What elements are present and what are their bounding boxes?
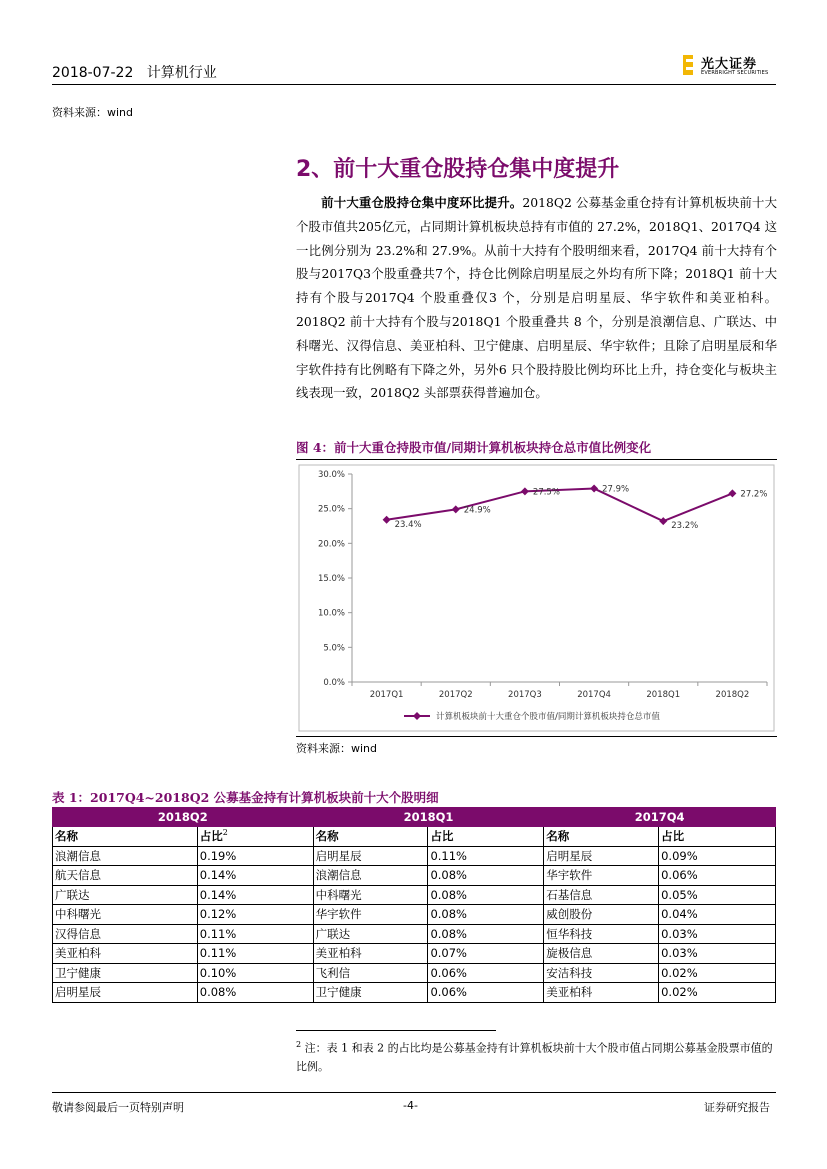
stock-ratio-cell: 0.03% [659, 924, 776, 944]
stock-name-cell: 美亚柏科 [53, 944, 198, 964]
stock-name-cell: 广联达 [53, 885, 198, 905]
x-tick-label: 2018Q1 [646, 690, 681, 700]
x-tick-label: 2018Q2 [715, 690, 750, 700]
stock-name-cell: 石基信息 [544, 885, 659, 905]
y-tick-label: 15.0% [317, 574, 345, 584]
header-industry: 计算机行业 [146, 65, 217, 81]
header-date: 2018-07-22 [52, 65, 134, 81]
logo-text-en: EVERBRIGHT SECURITIES [701, 70, 769, 76]
x-tick-label: 2017Q4 [577, 690, 611, 700]
group-2018q2: 2018Q2 [53, 808, 314, 827]
y-tick-label: 25.0% [317, 504, 345, 515]
data-point [383, 516, 391, 524]
paragraph-lead: 前十大重仓股持仓集中度环比提升。 [321, 195, 523, 210]
stock-name-cell: 广联达 [313, 924, 428, 944]
table-row [53, 924, 776, 944]
stock-ratio-cell: 0.05% [659, 885, 776, 905]
table-row [53, 885, 776, 905]
table-title: 表 1：2017Q4~2018Q2 公募基金持有计算机板块前十大个股明细 [52, 790, 439, 805]
table-row [53, 983, 776, 1003]
section-paragraph [296, 191, 777, 405]
stock-name-cell: 航天信息 [53, 866, 198, 886]
figure-top-divider [296, 459, 777, 460]
group-2018q1: 2018Q1 [313, 808, 544, 827]
stock-ratio-cell: 0.06% [428, 963, 544, 983]
x-tick-label: 2017Q2 [438, 690, 473, 700]
stock-name-cell: 卫宁健康 [53, 963, 198, 983]
group-2017q4: 2017Q4 [544, 808, 776, 827]
stock-name-cell: 飞利信 [313, 963, 428, 983]
y-tick-label: 30.0% [317, 470, 345, 480]
header-divider [52, 84, 776, 85]
data-label: 27.9% [602, 484, 630, 495]
data-point [590, 485, 598, 493]
footer-divider [52, 1092, 776, 1093]
stock-name-cell: 启明星辰 [53, 983, 198, 1003]
footnote-ref: 2 [222, 828, 228, 838]
stock-name-cell: 华宇软件 [544, 866, 659, 886]
legend-label: 计算机板块前十大重仓个股市值/同期计算机板块持仓总市值 [436, 712, 660, 722]
legend-marker [413, 712, 421, 720]
y-tick-label: 10.0% [317, 608, 345, 619]
holdings-table [52, 807, 776, 1003]
data-label: 27.5% [532, 487, 560, 498]
stock-ratio-cell: 0.04% [659, 905, 776, 925]
x-tick-label: 2017Q3 [508, 690, 542, 700]
stock-ratio-cell: 0.12% [197, 905, 313, 925]
stock-ratio-cell: 0.08% [428, 866, 544, 886]
stock-ratio-cell: 0.11% [197, 944, 313, 964]
page-number: -4- [403, 1099, 418, 1112]
stock-name-cell: 启明星辰 [313, 846, 428, 866]
data-label: 24.9% [463, 505, 491, 516]
table-sub-header [53, 827, 776, 847]
data-label: 27.2% [740, 489, 768, 500]
stock-ratio-cell: 0.14% [197, 885, 313, 905]
table-row [53, 846, 776, 866]
footnote-text: 注：表 1 和表 2 的占比均是公募基金持有计算机板块前十大个股市值占同期公募基金股票市值的比例。 [296, 1041, 773, 1073]
table-group-header [53, 808, 776, 827]
x-tick-label: 2017Q1 [369, 690, 404, 700]
stock-ratio-cell: 0.11% [197, 924, 313, 944]
col-name: 名称 [313, 827, 428, 847]
data-label: 23.4% [394, 519, 422, 530]
footnote-mark: 2 [296, 1040, 302, 1049]
stock-name-cell: 汉得信息 [53, 924, 198, 944]
stock-name-cell: 安洁科技 [544, 963, 659, 983]
stock-ratio-cell: 0.19% [197, 846, 313, 866]
y-tick-label: 0.0% [323, 678, 345, 688]
stock-name-cell: 卫宁健康 [313, 983, 428, 1003]
stock-name-cell: 美亚柏科 [313, 944, 428, 964]
footer-disclaimer: 敬请参阅最后一页特别声明 [52, 1101, 184, 1114]
table-row [53, 905, 776, 925]
stock-ratio-cell: 0.06% [659, 866, 776, 886]
stock-name-cell: 恒华科技 [544, 924, 659, 944]
stock-ratio-cell: 0.08% [197, 983, 313, 1003]
table-row [53, 866, 776, 886]
stock-ratio-cell: 0.06% [428, 983, 544, 1003]
y-tick-label: 20.0% [317, 539, 345, 550]
stock-name-cell: 中科曙光 [313, 885, 428, 905]
stock-ratio-cell: 0.11% [428, 846, 544, 866]
footer-report-type: 证券研究报告 [704, 1101, 770, 1114]
footnote [296, 1036, 777, 1076]
stock-name-cell: 浪潮信息 [53, 846, 198, 866]
stock-name-cell: 旋极信息 [544, 944, 659, 964]
data-point [728, 489, 736, 497]
col-ratio: 占比 [428, 827, 544, 847]
figure-title: 图 4：前十大重仓持股市值/同期计算机板块持仓总市值比例变化 [296, 440, 652, 455]
footnote-divider [296, 1030, 496, 1031]
stock-ratio-cell: 0.09% [659, 846, 776, 866]
stock-ratio-cell: 0.03% [659, 944, 776, 964]
line-chart [296, 462, 777, 734]
data-point [452, 505, 460, 513]
stock-ratio-cell: 0.14% [197, 866, 313, 886]
table-row [53, 963, 776, 983]
header-date-industry [52, 62, 217, 82]
stock-name-cell: 浪潮信息 [313, 866, 428, 886]
data-point [521, 487, 529, 495]
stock-ratio-cell: 0.08% [428, 885, 544, 905]
stock-ratio-cell: 0.10% [197, 963, 313, 983]
stock-ratio-cell: 0.08% [428, 905, 544, 925]
table-row [53, 944, 776, 964]
company-logo-icon [683, 55, 697, 75]
col-name: 名称 [53, 827, 198, 847]
stock-ratio-cell: 0.02% [659, 963, 776, 983]
data-point [659, 517, 667, 525]
col-name: 名称 [544, 827, 659, 847]
stock-ratio-cell: 0.07% [428, 944, 544, 964]
stock-name-cell: 启明星辰 [544, 846, 659, 866]
col-ratio: 占比 [659, 827, 776, 847]
y-tick-label: 5.0% [323, 643, 345, 654]
logo-text-cn: 光大证券 [701, 57, 758, 72]
figure-bottom-divider [296, 736, 777, 737]
data-label: 23.2% [671, 521, 699, 532]
source-top: 资料来源：wind [52, 106, 134, 119]
col-ratio: 占比$^2$ [197, 827, 313, 847]
figure-source: 资料来源：wind [296, 742, 378, 755]
stock-ratio-cell: 0.02% [659, 983, 776, 1003]
stock-name-cell: 中科曙光 [53, 905, 198, 925]
stock-name-cell: 美亚柏科 [544, 983, 659, 1003]
paragraph-body: 2018Q2 公募基金重仓持有计算机板块前十大个股市值共205亿元，占同期计算机板块总持有市值的 27.2%，2018Q1、2017Q4 这一比例分别为 23.2%和 27.9%。从前十大持有个股明细来看，2017Q4 前十大持有个股与2017Q3个股重叠共7个，持仓比例除启明星辰之外均有所下降；2018Q1 前十大持有个股与2017Q4 个股重叠仅3 个，分别是启明星辰、华宇软件和美亚柏科。2018Q2 前十大持有个股与2018Q1 个股重叠共 8 个，分别是浪潮信息、广联达、中科曙光、汉得信息、美亚柏科、卫宁健康、启明星辰、华宇软件；且除了启明星辰和华宇软件持有比例略有下降之外，另外6 只个股持股比例均环比上升，持仓变化与板块主线表现一致，2018Q2 头部票获得普遍加仓。 [296, 195, 778, 401]
stock-name-cell: 威创股份 [544, 905, 659, 925]
stock-ratio-cell: 0.08% [428, 924, 544, 944]
section-title: 2、前十大重仓股持仓集中度提升 [296, 157, 620, 182]
stock-name-cell: 华宇软件 [313, 905, 428, 925]
